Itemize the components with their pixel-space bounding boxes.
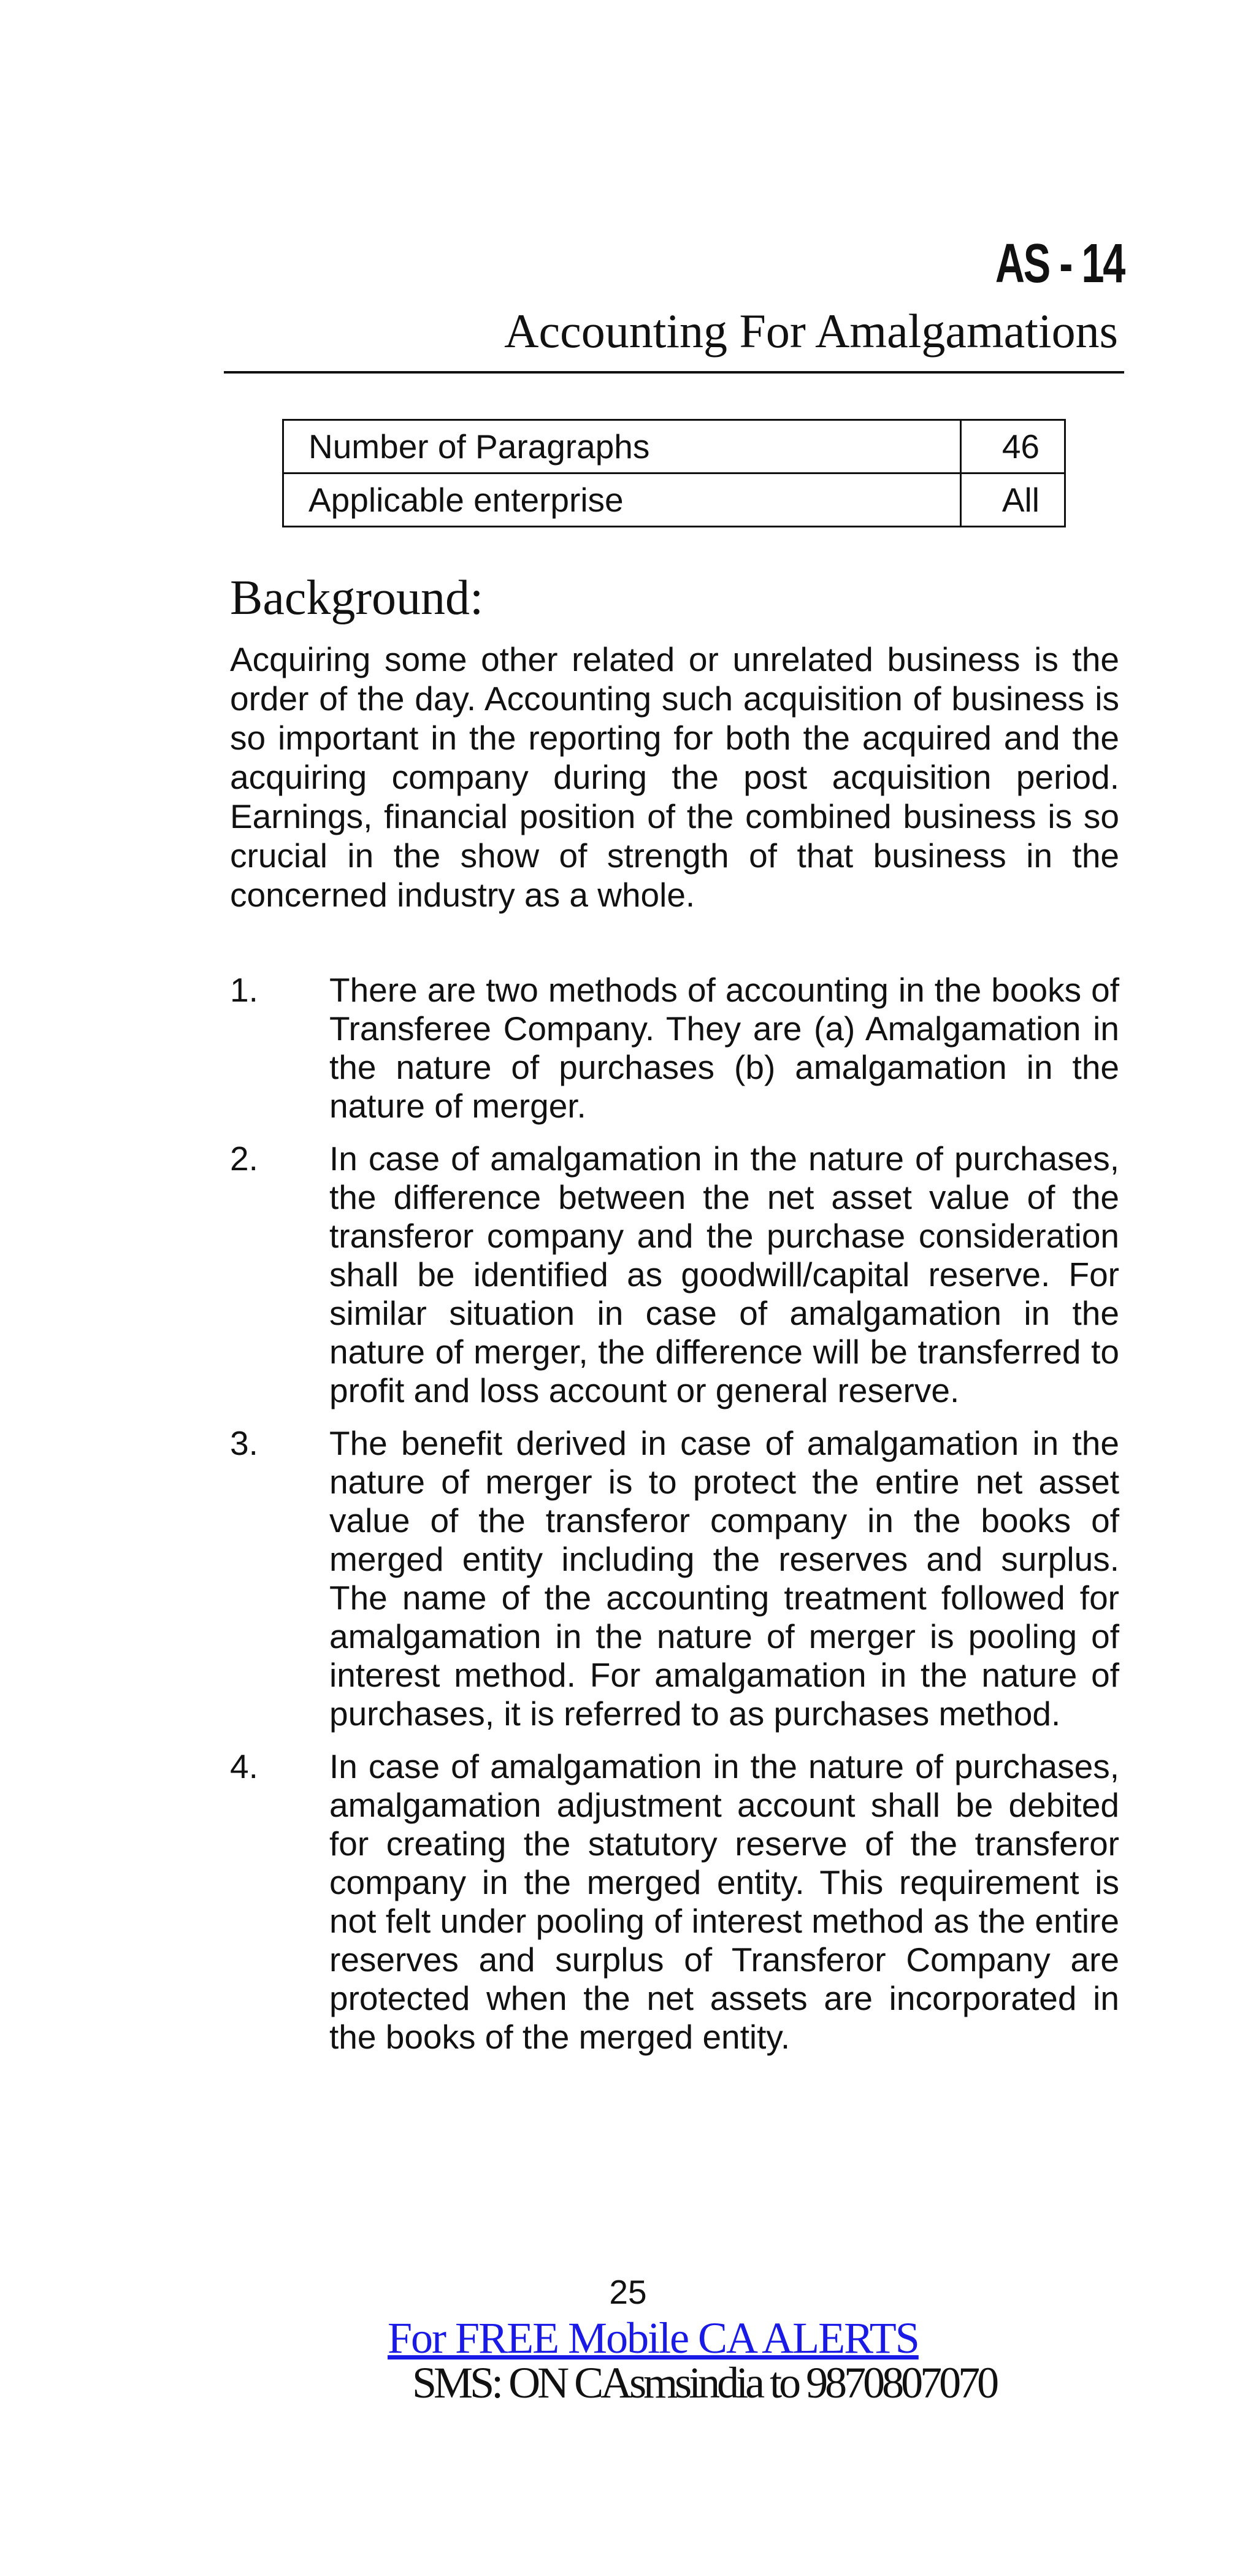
item-number: 1. bbox=[230, 971, 258, 1009]
promo-link[interactable]: For FREE Mobile CA ALERTS bbox=[388, 2313, 919, 2363]
numbered-list bbox=[230, 971, 1119, 2071]
row-label: Applicable enterprise bbox=[283, 473, 961, 527]
sms-instruction: SMS: ON CAsmsindia to 9870807070 bbox=[412, 2358, 997, 2407]
row-value: 46 bbox=[961, 420, 1065, 473]
table-row bbox=[283, 473, 1065, 527]
background-paragraph: Acquiring some other related or unrelated business is the order of the day. Accounting such acquisition of business is so important in the reporting for both the acquired and the acquiring company during the post acquisition period. Earnings, financial position of the combined business is so crucial in the show of strength of that business in the concerned industry as a whole. bbox=[230, 640, 1119, 914]
page-header bbox=[224, 233, 1124, 374]
page-number: 25 bbox=[609, 2273, 647, 2311]
item-text: The benefit derived in case of amalgamation in the nature of merger is to protect the entire net asset value of the transferor company in the books of merged entity including the reserves and surplus. The name of the accounting treatment followed for amalgamation in the nature of merger is pooling of interest method. For amalgamation in the nature of purchases, it is referred to as purchases method. bbox=[329, 1424, 1119, 1733]
item-number: 3. bbox=[230, 1424, 258, 1462]
list-item bbox=[230, 1140, 1119, 1410]
standard-title: Accounting For Amalgamations bbox=[504, 304, 1118, 358]
standard-code: AS - 14 bbox=[995, 233, 1124, 294]
section-heading: Background: bbox=[230, 571, 484, 625]
list-item bbox=[230, 971, 1119, 1125]
list-item bbox=[230, 1747, 1119, 2057]
item-number: 4. bbox=[230, 1747, 258, 1785]
info-table bbox=[282, 419, 1066, 527]
table-row bbox=[283, 420, 1065, 473]
list-item bbox=[230, 1424, 1119, 1733]
item-text: In case of amalgamation in the nature of purchases, amalgamation adjustment account shall be debited for creating the statutory reserve of the transferor company in the merged entity. This requirement is not felt under pooling of interest method as the entire reserves and surplus of Transferor Company are protected when the net assets are incorporated in the books of the merged entity. bbox=[329, 1747, 1119, 2056]
row-value: All bbox=[961, 473, 1065, 527]
row-label: Number of Paragraphs bbox=[283, 420, 961, 473]
item-text: In case of amalgamation in the nature of purchases, the difference between the net asset value of the transferor company and the purchase consideration shall be identified as goodwill/capital reserve. For similar situation in case of amalgamation in the nature of merger, the difference will be transferred to profit and loss account or general reserve. bbox=[329, 1140, 1119, 1409]
item-number: 2. bbox=[230, 1140, 258, 1178]
item-text: There are two methods of accounting in the books of Transferee Company. They are (a) Amalgamation in the nature of purchases (b) amalgamation in the nature of merger. bbox=[329, 971, 1119, 1125]
